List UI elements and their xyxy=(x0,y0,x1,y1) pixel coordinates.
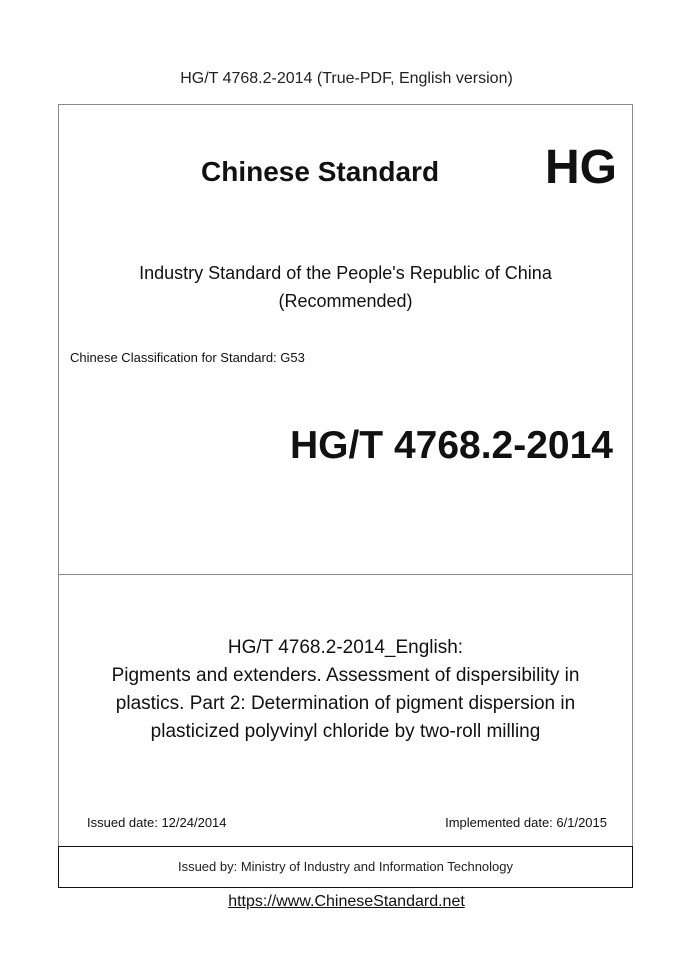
issuer-box: Issued by: Ministry of Industry and Information Technology xyxy=(58,846,633,888)
classification-label: Chinese Classification for Standard: G53 xyxy=(70,350,305,365)
industry-standard-text xyxy=(58,259,633,315)
title-line-3: plastics. Part 2: Determination of pigment dispersion in xyxy=(115,693,576,714)
industry-line-2: (Recommended) xyxy=(278,291,413,311)
implemented-date: Implemented date: 6/1/2015 xyxy=(445,815,607,830)
issued-date: Issued date: 12/24/2014 xyxy=(87,815,227,830)
footer xyxy=(0,893,693,911)
website-link[interactable]: https://www.ChineseStandard.net xyxy=(228,893,465,910)
cover-heading: Chinese Standard xyxy=(201,156,440,187)
standard-number: HG/T 4768.2-2014 xyxy=(289,424,613,467)
hg-mark: HG xyxy=(545,141,617,194)
title-line-2: Pigments and extenders. Assessment of dispersibility in xyxy=(111,665,580,686)
industry-line-1: Industry Standard of the People's Republic of China xyxy=(139,263,552,283)
standard-title xyxy=(58,634,633,746)
title-line-4: plasticized polyvinyl chloride by two-roll milling xyxy=(150,721,541,742)
title-line-1: HG/T 4768.2-2014_English: xyxy=(227,637,464,658)
document-header: HG/T 4768.2-2014 (True-PDF, English version) xyxy=(180,70,513,87)
